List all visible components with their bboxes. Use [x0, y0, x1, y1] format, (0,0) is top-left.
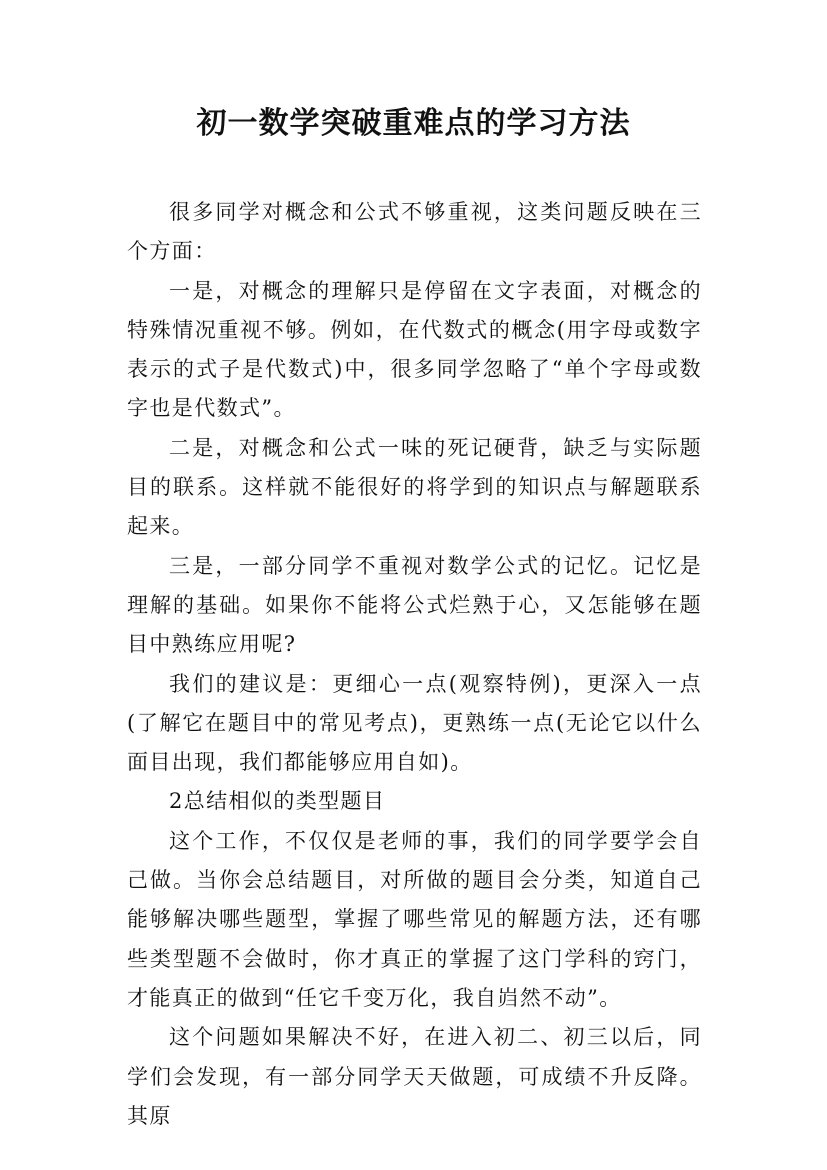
paragraph-intro: 很多同学对概念和公式不够重视，这类问题反映在三个方面：: [127, 200, 702, 264]
paragraph-consequence: 这个问题如果解决不好，在进入初二、初三以后，同学们会发现，有一部分同学天天做题，可成绩不升反降。其原: [127, 1025, 702, 1128]
paragraph-point-one: 一是，对概念的理解只是停留在文字表面，对概念的特殊情况重视不够。例如，在代数式的概念(用字母或数字表示的式子是代数式)中，很多同学忽略了“单个字母或数字也是代数式”。: [127, 278, 702, 421]
section-heading: 2总结相似的类型题目: [169, 789, 386, 814]
paragraph-point-two: 二是，对概念和公式一味的死记硬背，缺乏与实际题目的联系。这样就不能很好的将学到的知识点与解题联系起来。: [127, 435, 702, 539]
document-body: [127, 193, 702, 1136]
paragraph-point-three: 三是，一部分同学不重视对数学公式的记忆。记忆是理解的基础。如果你不能将公式烂熟于心，又怎能够在题目中熟练应用呢?: [127, 553, 702, 657]
paragraph-summary-work: 这个工作，不仅仅是老师的事，我们的同学要学会自己做。当你会总结题目，对所做的题目会分类，知道自己能够解决哪些题型，掌握了哪些常见的解题方法，还有哪些类型题不会做时，你才真正的掌握了这门学科的窍门，才能真正的做到“任它千变万化，我自岿然不动”。: [127, 828, 702, 1010]
paragraph-suggestion: 我们的建议是：更细心一点(观察特例)，更深入一点(了解它在题目中的常见考点)，更熟练一点(无论它以什么面目出现，我们都能够应用自如)。: [127, 671, 702, 775]
document-title: 初一数学突破重难点的学习方法: [196, 106, 631, 141]
